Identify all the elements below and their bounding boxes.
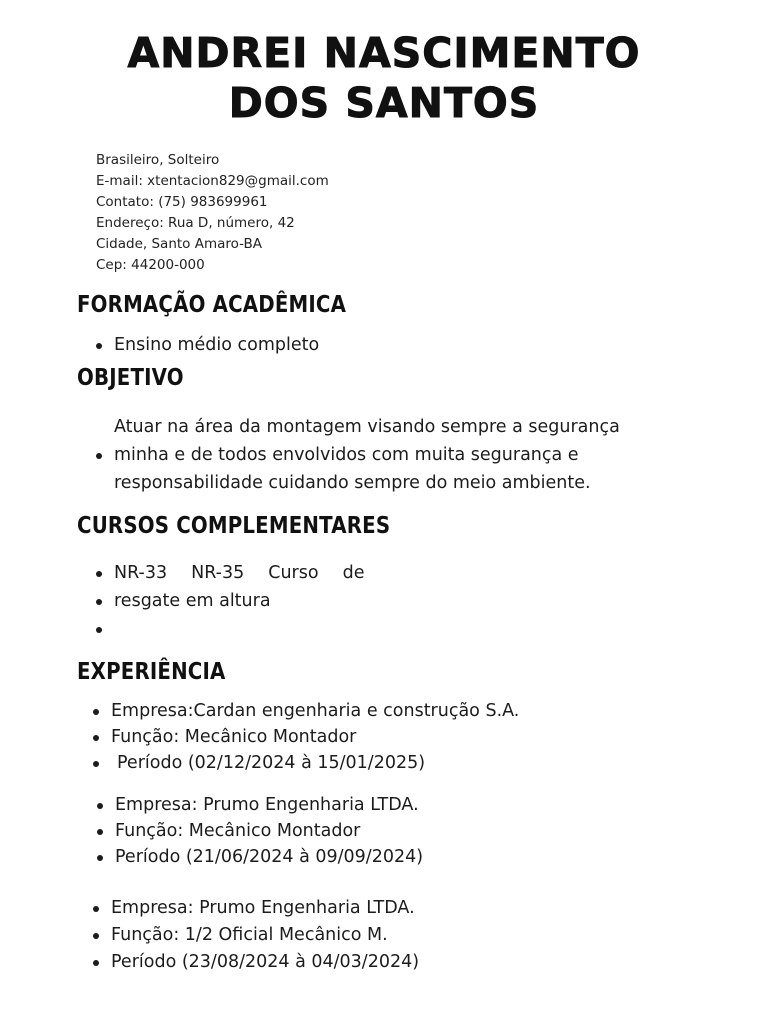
period-line: Período (02/12/2024 à 15/01/2025) xyxy=(91,750,519,776)
role-line: Função: Mecânico Montador xyxy=(95,818,423,844)
zip-line: Cep: 44200-000 xyxy=(96,257,205,273)
formacao-heading: FORMAÇÃO ACADÊMICA xyxy=(77,292,347,318)
objetivo-heading: OBJETIVO xyxy=(77,365,184,391)
company-line: Empresa: Prumo Engenharia LTDA. xyxy=(91,895,419,921)
phone-line: Contato: (75) 983699961 xyxy=(96,194,268,210)
candidate-name xyxy=(0,28,768,128)
cursos-heading: CURSOS COMPLEMENTARES xyxy=(77,513,391,539)
company-line: Empresa:Cardan engenharia e construção S.A. xyxy=(91,698,519,724)
address-line: Endereço: Rua D, número, 42 xyxy=(96,215,295,231)
experiencia-heading: EXPERIÊNCIA xyxy=(77,659,226,685)
contact-info xyxy=(96,150,329,276)
city-line: Cidade, Santo Amaro-BA xyxy=(96,236,263,252)
experience-entry-2 xyxy=(95,792,423,870)
role-line: Função: Mecânico Montador xyxy=(91,724,519,750)
nationality-status: Brasileiro, Solteiro xyxy=(96,152,220,168)
company-line: Empresa: Prumo Engenharia LTDA. xyxy=(95,792,423,818)
experience-entry-1 xyxy=(91,698,519,776)
role-line: Função: 1/2 Oficial Mecânico M. xyxy=(91,921,419,949)
course-word: Curso xyxy=(268,563,319,583)
email-line: E-mail: xtentacion829@gmail.com xyxy=(96,173,329,189)
list-item xyxy=(94,615,364,643)
list-item xyxy=(94,559,364,587)
formacao-list xyxy=(94,332,319,358)
course-word: de xyxy=(342,563,365,583)
list-item: Ensino médio completo xyxy=(94,332,319,358)
name-line-1: ANDREI NASCIMENTO xyxy=(127,29,641,77)
list-item: resgate em altura xyxy=(94,587,364,615)
objetivo-list xyxy=(94,413,674,497)
experience-entry-3 xyxy=(91,895,419,975)
objetivo-text: Atuar na área da montagem visando sempre a segurança minha e de todos envolvidos com muita segurança e responsabilidade cuidando sempre do meio ambiente. xyxy=(94,413,674,497)
cursos-list xyxy=(94,559,364,643)
period-line: Período (23/08/2024 à 04/03/2024) xyxy=(91,949,419,975)
period-line: Período (21/06/2024 à 09/09/2024) xyxy=(95,844,423,870)
course-word: NR-35 xyxy=(191,563,245,583)
name-line-2: DOS SANTOS xyxy=(228,79,540,127)
course-word: NR-33 xyxy=(114,563,168,583)
